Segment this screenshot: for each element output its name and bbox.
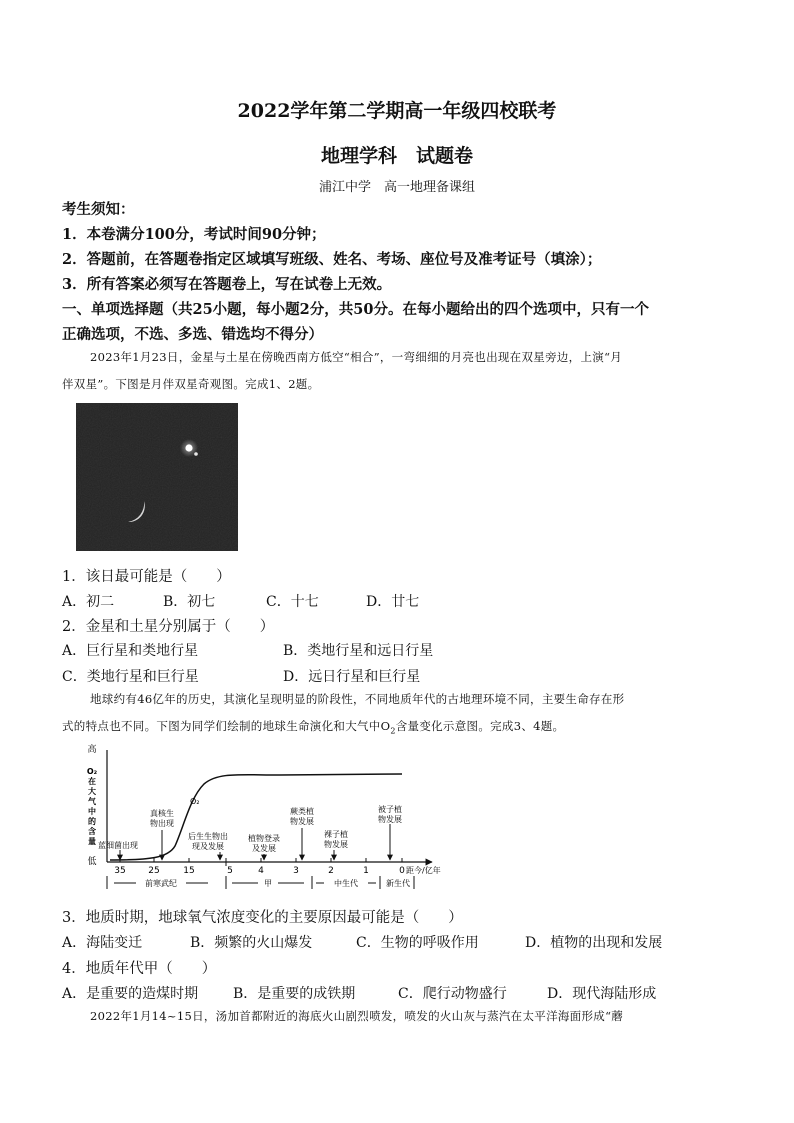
event-ferns-2: 物发展 <box>290 817 314 826</box>
y-axis-title-4: 气 <box>88 797 96 806</box>
venus <box>185 444 192 451</box>
section1-instructions-line1: 一、单项选择题（共25小题，每小题2分，共50分。在每小题给出的四个选项中，只有一个 <box>62 301 649 318</box>
event-eukaryote-1: 真核生 <box>150 809 174 818</box>
passage-1 <box>62 344 734 398</box>
tick-label-35: 35 <box>114 866 126 876</box>
earth-evolution-diagram <box>80 742 460 894</box>
q3-option-b[interactable]: B．频繁的火山爆发 <box>190 935 313 951</box>
tick-label-1: 1 <box>363 866 369 876</box>
y-axis-title-1: O₂ <box>86 767 98 776</box>
passage-1-line2: 伴双星”。下图是月伴双星奇观图。完成1、2题。 <box>62 377 320 391</box>
exam-subject: 地理学科 试题卷 <box>320 145 473 167</box>
q2-option-a[interactable]: A．巨行星和类地行星 <box>62 643 199 659</box>
event-metazoa-2: 现及发展 <box>192 842 224 851</box>
passage-3-line1: 2022年1月14~15日，汤加首都附近的海底火山剧烈喷发，喷发的火山灰与蒸汽在太平洋海面形成“蘑 <box>90 1009 624 1023</box>
q1-option-c[interactable]: C．十七 <box>266 594 319 610</box>
y-axis-high-label: 高 <box>87 745 97 755</box>
passage-2-line2: 式的特点也不同。下图为同学们绘制的地球生命演化和大气中$O_2$含量变化示意图。完成3、4题。 <box>62 719 565 736</box>
event-gymnosperms-2: 物发展 <box>324 840 348 849</box>
era-mesozoic: 中生代 <box>334 879 358 888</box>
passage-2 <box>62 686 734 744</box>
tick-label-15: 15 <box>183 866 195 876</box>
tick-label-0: 0 <box>399 866 405 876</box>
q2-option-c[interactable]: C．类地行星和巨行星 <box>62 669 199 685</box>
passage-2-line1: 地球约有46亿年的历史，其演化呈现明显的阶段性，不同地质年代的古地理环境不同，主要生命存在形 <box>90 692 625 706</box>
y-axis-title-7: 含 <box>88 827 96 836</box>
q3-stem: 3．地质时期，地球氧气浓度变化的主要原因最可能是（ ） <box>62 910 463 926</box>
event-angiosperms-1: 被子植 <box>378 805 402 814</box>
q2-option-b[interactable]: B．类地行星和远日行星 <box>283 643 434 659</box>
event-ferns-1: 蕨类植 <box>290 807 314 816</box>
passage-1-line1: 2023年1月23日，金星与土星在傍晚西南方低空“相合”，一弯细细的月亮也出现在双星旁边，上演“月 <box>90 350 623 364</box>
q4-option-c[interactable]: C．爬行动物盛行 <box>398 986 507 1002</box>
time-axis-unit: 距今/亿年 <box>406 866 441 875</box>
exam-author: 浦江中学 高一地理备课组 <box>318 180 475 195</box>
q4-stem: 4．地质年代甲（ ） <box>62 961 217 977</box>
era-cenozoic: 新生代 <box>386 879 410 888</box>
q4-option-b[interactable]: B．是重要的成铁期 <box>233 986 356 1002</box>
q2-option-d[interactable]: D．远日行星和巨行星 <box>283 669 421 685</box>
y-axis-title-8: 量 <box>88 837 96 846</box>
event-gymnosperms-1: 裸子植 <box>324 830 348 839</box>
event-land-plants-2: 及发展 <box>252 844 276 853</box>
notice-item-2: 2．答题前，在答题卷指定区域填写班级、姓名、考场、座位号及准考证号（填涂）； <box>62 251 602 268</box>
y-axis-title-5: 中 <box>88 807 96 816</box>
tick-label-4: 4 <box>258 866 264 876</box>
tick-label-3: 3 <box>293 866 299 876</box>
q3-option-c[interactable]: C．生物的呼吸作用 <box>356 935 479 951</box>
event-eukaryote-2: 物出现 <box>150 819 174 828</box>
era-jia: 甲 <box>264 879 272 888</box>
y-axis-low-label: 低 <box>87 857 97 867</box>
q1-option-a[interactable]: A．初二 <box>62 594 115 610</box>
q2-stem: 2．金星和土星分别属于（ ） <box>62 619 275 635</box>
tick-label-5: 5 <box>227 866 233 876</box>
event-metazoa-1: 后生生物出 <box>188 832 228 841</box>
q1-option-b[interactable]: B．初七 <box>163 594 216 610</box>
saturn <box>194 452 198 456</box>
y-axis-title-2: 在 <box>88 777 96 786</box>
passage-3 <box>62 1003 734 1030</box>
event-labels <box>98 804 402 853</box>
y-axis-title <box>87 767 98 846</box>
q3-option-d[interactable]: D．植物的出现和发展 <box>525 935 663 951</box>
notice-heading: 考生须知： <box>62 201 135 218</box>
era-precambrian: 前寒武纪 <box>145 879 177 888</box>
notice-item-3: 3．所有答案必须写在答题卷上，写在试卷上无效。 <box>62 276 392 293</box>
q1-stem: 1．该日最可能是（ ） <box>62 569 231 585</box>
o2-curve-label: O₂ <box>190 797 200 806</box>
y-axis-title-3: 大 <box>88 787 96 796</box>
time-axis-tick-labels <box>114 866 405 876</box>
section1-instructions-line2: 正确选项，不选、多选、错选均不得分） <box>62 326 323 343</box>
moon-planets-photo <box>76 403 238 551</box>
q4-option-a[interactable]: A．是重要的造煤时期 <box>62 986 199 1002</box>
exam-title: 2022学年第二学期高一年级四校联考 <box>237 100 557 122</box>
event-angiosperms-2: 物发展 <box>378 815 402 824</box>
event-land-plants-1: 植物登录 <box>248 834 280 843</box>
notice-item-1: 1．本卷满分100分，考试时间90分钟； <box>62 226 326 243</box>
q4-option-d[interactable]: D．现代海陆形成 <box>547 986 657 1002</box>
y-axis-title-6: 的 <box>88 817 96 826</box>
event-cyanobacteria: 蓝细菌出现 <box>98 841 138 850</box>
q1-option-d[interactable]: D．廿七 <box>366 594 420 610</box>
q3-option-a[interactable]: A．海陆变迁 <box>62 935 143 951</box>
moon-planets-drawing <box>76 403 238 551</box>
tick-label-2: 2 <box>328 866 334 876</box>
tick-label-25: 25 <box>148 866 160 876</box>
